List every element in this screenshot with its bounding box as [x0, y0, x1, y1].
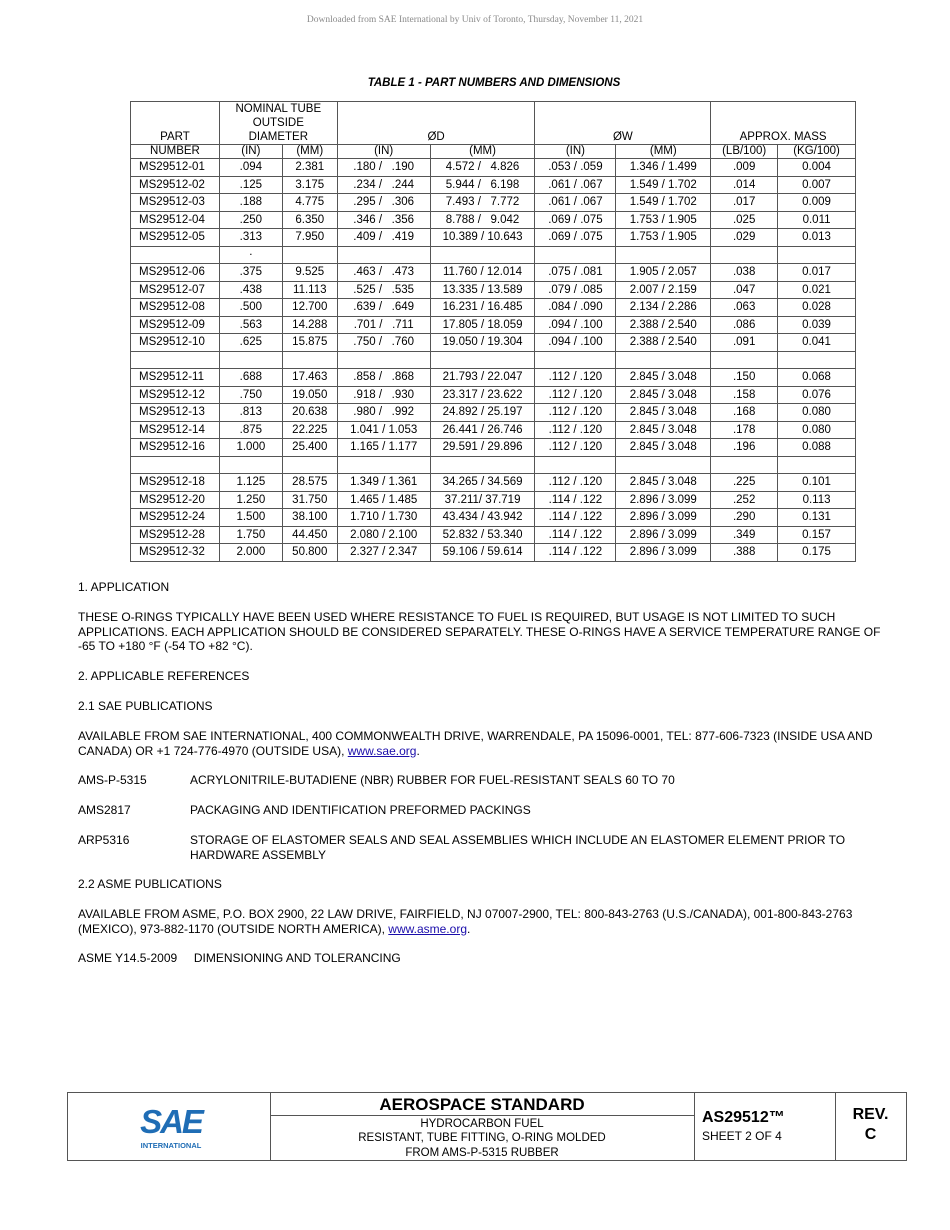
- table-cell: .112 / .120: [535, 404, 616, 422]
- table-cell: .150: [711, 369, 778, 387]
- header-tube-in: (IN): [219, 145, 282, 159]
- part-number-cell: MS29512-28: [131, 526, 220, 544]
- table-cell: 2.896 / 3.099: [616, 526, 711, 544]
- table-cell: .750: [219, 386, 282, 404]
- table-row: [131, 439, 856, 457]
- table-cell: 0.041: [778, 334, 856, 352]
- table-row: [131, 404, 856, 422]
- table-row: [131, 229, 856, 247]
- table-cell: 2.845 / 3.048: [616, 386, 711, 404]
- table-cell: 0.080: [778, 404, 856, 422]
- table-cell: [778, 351, 856, 369]
- table-cell: .091: [711, 334, 778, 352]
- table-cell: 2.896 / 3.099: [616, 509, 711, 527]
- document-number: AS29512™: [702, 1109, 785, 1126]
- table-cell: [282, 456, 337, 474]
- table-cell: 0.013: [778, 229, 856, 247]
- doc-title-line-2: RESISTANT, TUBE FITTING, O-RING MOLDED: [358, 1132, 606, 1145]
- table-cell: .038: [711, 264, 778, 282]
- title-block-doc-cell: [694, 1093, 836, 1160]
- header-od: ØD: [337, 102, 535, 145]
- table-cell: 8.788 / 9.042: [430, 211, 535, 229]
- table-cell: .196: [711, 439, 778, 457]
- table-cell: .180 / .190: [337, 159, 430, 177]
- table-cell: 2.080 / 2.100: [337, 526, 430, 544]
- part-number-cell: MS29512-14: [131, 421, 220, 439]
- table-cell: 1.710 / 1.730: [337, 509, 430, 527]
- ref-ams-p-5315: AMS-P-5315 ACRYLONITRILE-BUTADIENE (NBR) RUBBER FOR FUEL-RESISTANT SEALS 60 TO 70: [78, 773, 675, 787]
- table-row: [131, 211, 856, 229]
- table-cell: 1.753 / 1.905: [616, 211, 711, 229]
- table-spacer-row: [131, 246, 856, 264]
- title-block-logo-cell: [68, 1093, 271, 1160]
- table-cell: 2.896 / 3.099: [616, 491, 711, 509]
- part-numbers-table: [130, 101, 856, 562]
- table-cell: .252: [711, 491, 778, 509]
- download-watermark: Downloaded from SAE International by Univ of Toronto, Thursday, November 11, 2021: [306, 15, 644, 25]
- table-cell: 1.165 / 1.177: [337, 439, 430, 457]
- table-cell: 0.021: [778, 281, 856, 299]
- table-cell: [219, 351, 282, 369]
- doc-title-line-1: HYDROCARBON FUEL: [420, 1118, 544, 1130]
- table-cell: .112 / .120: [535, 421, 616, 439]
- table-cell: 1.125: [219, 474, 282, 492]
- table-cell: 0.068: [778, 369, 856, 387]
- table-cell: 12.700: [282, 299, 337, 317]
- table-row: [131, 316, 856, 334]
- table-cell: 59.106 / 59.614: [430, 544, 535, 562]
- table-cell: .114 / .122: [535, 526, 616, 544]
- part-number-cell: MS29512-12: [131, 386, 220, 404]
- table-cell: 2.327 / 2.347: [337, 544, 430, 562]
- section-2-2-heading: 2.2 ASME PUBLICATIONS: [78, 877, 222, 891]
- table-cell: 38.100: [282, 509, 337, 527]
- table-cell: .075 / .081: [535, 264, 616, 282]
- table-cell: [282, 351, 337, 369]
- table-cell: .061 / .067: [535, 194, 616, 212]
- table-cell: .053 / .059: [535, 159, 616, 177]
- table-cell: [337, 456, 430, 474]
- table-cell: 14.288: [282, 316, 337, 334]
- header-od-in: (IN): [337, 145, 430, 159]
- table-cell: .086: [711, 316, 778, 334]
- table-cell: .029: [711, 229, 778, 247]
- table-cell: [219, 456, 282, 474]
- table-cell: 1.349 / 1.361: [337, 474, 430, 492]
- table-cell: .438: [219, 281, 282, 299]
- table-cell: 1.346 / 1.499: [616, 159, 711, 177]
- header-ow: ØW: [535, 102, 711, 145]
- table-cell: 2.388 / 2.540: [616, 316, 711, 334]
- table-cell: .069 / .075: [535, 211, 616, 229]
- table-row: [131, 544, 856, 562]
- title-block-revision: [835, 1093, 906, 1160]
- table-cell: .688: [219, 369, 282, 387]
- table-cell: 0.131: [778, 509, 856, 527]
- table-row: [131, 509, 856, 527]
- table-cell: 1.041 / 1.053: [337, 421, 430, 439]
- header-ow-in: (IN): [535, 145, 616, 159]
- table-cell: 2.845 / 3.048: [616, 369, 711, 387]
- table-cell: 0.028: [778, 299, 856, 317]
- table-cell: 26.441 / 26.746: [430, 421, 535, 439]
- table-subheader-row: [131, 145, 856, 159]
- table-cell: .858 / .868: [337, 369, 430, 387]
- section-2-1-heading: 2.1 SAE PUBLICATIONS: [78, 699, 213, 713]
- table-cell: 2.388 / 2.540: [616, 334, 711, 352]
- table-cell: .525 / .535: [337, 281, 430, 299]
- table-cell: 2.134 / 2.286: [616, 299, 711, 317]
- table-header-row: [131, 102, 856, 145]
- table-cell: [282, 246, 337, 264]
- table-cell: [131, 351, 220, 369]
- table-cell: .290: [711, 509, 778, 527]
- table-cell: .639 / .649: [337, 299, 430, 317]
- part-number-cell: MS29512-07: [131, 281, 220, 299]
- part-number-cell: MS29512-32: [131, 544, 220, 562]
- table-cell: 34.265 / 34.569: [430, 474, 535, 492]
- table-cell: .349: [711, 526, 778, 544]
- table-cell: [430, 246, 535, 264]
- table-cell: 1.549 / 1.702: [616, 194, 711, 212]
- table-cell: 44.450: [282, 526, 337, 544]
- table-cell: [711, 456, 778, 474]
- table-cell: .061 / .067: [535, 176, 616, 194]
- table-cell: 1.753 / 1.905: [616, 229, 711, 247]
- table-cell: 0.011: [778, 211, 856, 229]
- table-cell: .047: [711, 281, 778, 299]
- table-row: [131, 386, 856, 404]
- table-row: [131, 474, 856, 492]
- table-cell: .114 / .122: [535, 509, 616, 527]
- header-mass-lb: (LB/100): [711, 145, 778, 159]
- part-number-cell: MS29512-18: [131, 474, 220, 492]
- table-cell: .178: [711, 421, 778, 439]
- table-cell: [616, 456, 711, 474]
- ref-arp5316: ARP5316 STORAGE OF ELASTOMER SEALS AND SEAL ASSEMBLIES WHICH INCLUDE AN ELASTOMER ELEMENT PRIOR TO HARDWARE ASSEMBLY: [78, 833, 846, 862]
- part-number-cell: MS29512-05: [131, 229, 220, 247]
- table-cell: [535, 456, 616, 474]
- table-cell: 7.950: [282, 229, 337, 247]
- table-cell: 19.050: [282, 386, 337, 404]
- sheet-number: SHEET 2 OF 4: [702, 1129, 782, 1143]
- part-number-cell: MS29512-08: [131, 299, 220, 317]
- part-number-cell: MS29512-09: [131, 316, 220, 334]
- table-cell: 0.007: [778, 176, 856, 194]
- table-cell: 4.572 / 4.826: [430, 159, 535, 177]
- table-cell: 0.076: [778, 386, 856, 404]
- table-cell: 2.000: [219, 544, 282, 562]
- svg-text:INTERNATIONAL: INTERNATIONAL: [140, 1141, 202, 1150]
- header-mass: APPROX. MASS: [711, 102, 856, 145]
- table-cell: 2.896 / 3.099: [616, 544, 711, 562]
- table-cell: 2.845 / 3.048: [616, 474, 711, 492]
- table-cell: 1.549 / 1.702: [616, 176, 711, 194]
- title-block-description: [270, 1093, 695, 1160]
- table-cell: [711, 246, 778, 264]
- table-cell: .225: [711, 474, 778, 492]
- table-cell: [337, 246, 430, 264]
- table-row: [131, 281, 856, 299]
- table-cell: .250: [219, 211, 282, 229]
- title-block: [67, 1092, 907, 1161]
- table-cell: .563: [219, 316, 282, 334]
- table-cell: .112 / .120: [535, 386, 616, 404]
- table-cell: 0.157: [778, 526, 856, 544]
- header-od-mm: (MM): [430, 145, 535, 159]
- sae-link[interactable]: www.sae.org: [347, 743, 417, 758]
- table-cell: 0.009: [778, 194, 856, 212]
- part-number-cell: MS29512-03: [131, 194, 220, 212]
- standard-heading: AEROSPACE STANDARD: [270, 1093, 694, 1116]
- table-cell: .014: [711, 176, 778, 194]
- table-cell: [711, 351, 778, 369]
- table-cell: .409 / .419: [337, 229, 430, 247]
- header-part: PART: [131, 102, 220, 145]
- table-row: [131, 369, 856, 387]
- table-cell: 37.211/ 37.719: [430, 491, 535, 509]
- table-cell: 0.175: [778, 544, 856, 562]
- table-cell: .114 / .122: [535, 491, 616, 509]
- table-cell: .813: [219, 404, 282, 422]
- table-cell: .168: [711, 404, 778, 422]
- table-cell: 21.793 / 22.047: [430, 369, 535, 387]
- table-cell: [616, 351, 711, 369]
- ref-ams2817: AMS2817 PACKAGING AND IDENTIFICATION PREFORMED PACKINGS: [78, 803, 531, 817]
- table-cell: 9.525: [282, 264, 337, 282]
- table-cell: .112 / .120: [535, 474, 616, 492]
- table-cell: 28.575: [282, 474, 337, 492]
- table-cell: 43.434 / 43.942: [430, 509, 535, 527]
- table-cell: .158: [711, 386, 778, 404]
- table-cell: .701 / .711: [337, 316, 430, 334]
- table-cell: 0.088: [778, 439, 856, 457]
- header-number: NUMBER: [131, 145, 220, 159]
- table-cell: .346 / .356: [337, 211, 430, 229]
- table-cell: .463 / .473: [337, 264, 430, 282]
- header-mass-kg: (KG/100): [778, 145, 856, 159]
- revision-value: C: [864, 1126, 877, 1143]
- table-cell: 22.225: [282, 421, 337, 439]
- header-tube-mm: (MM): [282, 145, 337, 159]
- doc-title-line-3: FROM AMS-P-5315 RUBBER: [405, 1146, 559, 1159]
- table-cell: 15.875: [282, 334, 337, 352]
- header-ow-mm: (MM): [616, 145, 711, 159]
- table-cell: .313: [219, 229, 282, 247]
- table-cell: [535, 351, 616, 369]
- table-cell: 0.039: [778, 316, 856, 334]
- part-number-cell: MS29512-24: [131, 509, 220, 527]
- table-cell: 1.750: [219, 526, 282, 544]
- table-cell: [778, 456, 856, 474]
- table-title: TABLE 1 - PART NUMBERS AND DIMENSIONS: [367, 77, 621, 89]
- part-number-cell: MS29512-10: [131, 334, 220, 352]
- table-cell: .112 / .120: [535, 439, 616, 457]
- table-cell: [535, 246, 616, 264]
- table-cell: .295 / .306: [337, 194, 430, 212]
- table-cell: 17.463: [282, 369, 337, 387]
- table-row: [131, 176, 856, 194]
- table-cell: 2.381: [282, 159, 337, 177]
- table-cell: .094: [219, 159, 282, 177]
- table-cell: .069 / .075: [535, 229, 616, 247]
- table-cell: 0.101: [778, 474, 856, 492]
- table-cell: [131, 456, 220, 474]
- table-cell: 2.007 / 2.159: [616, 281, 711, 299]
- table-spacer-row: [131, 351, 856, 369]
- ref-asme-y14-5: ASME Y14.5-2009 DIMENSIONING AND TOLERANCING: [78, 951, 401, 965]
- table-cell: 25.400: [282, 439, 337, 457]
- table-cell: 24.892 / 25.197: [430, 404, 535, 422]
- table-cell: .017: [711, 194, 778, 212]
- table-cell: [430, 351, 535, 369]
- table-cell: .234 / .244: [337, 176, 430, 194]
- table-cell: .084 / .090: [535, 299, 616, 317]
- asme-link[interactable]: www.asme.org: [388, 921, 467, 936]
- table-cell: 11.760 / 12.014: [430, 264, 535, 282]
- table-cell: 50.800: [282, 544, 337, 562]
- part-number-cell: MS29512-06: [131, 264, 220, 282]
- table-cell: 1.500: [219, 509, 282, 527]
- part-number-cell: MS29512-04: [131, 211, 220, 229]
- table-cell: [778, 246, 856, 264]
- table-cell: 10.389 / 10.643: [430, 229, 535, 247]
- asme-availability: AVAILABLE FROM ASME, P.O. BOX 2900, 22 LAW DRIVE, FAIRFIELD, NJ 07007-2900, TEL: 800-843-2763 (U.S./CANADA), 001-800-843-2763 (MEXICO), 973-882-1170 (OUTSIDE NORTH AMERICA), www.asme.org.: [78, 907, 853, 936]
- table-row: [131, 299, 856, 317]
- table-cell: 5.944 / 6.198: [430, 176, 535, 194]
- table-cell: .125: [219, 176, 282, 194]
- part-number-cell: MS29512-16: [131, 439, 220, 457]
- part-number-cell: MS29512-11: [131, 369, 220, 387]
- application-paragraph: THESE O-RINGS TYPICALLY HAVE BEEN USED WHERE RESISTANCE TO FUEL IS REQUIRED, BUT USAGE IS NOT LIMITED TO SUCH APPLICATIONS. EACH APPLICATION SHOULD BE CONSIDERED SEPARATELY. THESE O-RINGS HAVE A SERVICE TEMPERATURE RANGE OF -65 TO +180 °F (-54 TO +82 °C).: [78, 610, 881, 653]
- table-cell: .750 / .760: [337, 334, 430, 352]
- table-cell: 1.250: [219, 491, 282, 509]
- table-row: [131, 491, 856, 509]
- table-cell: 19.050 / 19.304: [430, 334, 535, 352]
- table-row: [131, 194, 856, 212]
- part-number-cell: MS29512-01: [131, 159, 220, 177]
- table-cell: [337, 351, 430, 369]
- table-cell: 0.017: [778, 264, 856, 282]
- table-row: [131, 526, 856, 544]
- table-cell: .025: [711, 211, 778, 229]
- table-cell: .: [219, 246, 282, 264]
- table-cell: 31.750: [282, 491, 337, 509]
- table-cell: 4.775: [282, 194, 337, 212]
- table-cell: .980 / .992: [337, 404, 430, 422]
- table-cell: .079 / .085: [535, 281, 616, 299]
- table-cell: 6.350: [282, 211, 337, 229]
- table-cell: .112 / .120: [535, 369, 616, 387]
- table-cell: 2.845 / 3.048: [616, 421, 711, 439]
- revision-label: REV.: [852, 1106, 889, 1123]
- table-cell: .875: [219, 421, 282, 439]
- table-spacer-row: [131, 456, 856, 474]
- table-row: [131, 421, 856, 439]
- table-cell: 0.113: [778, 491, 856, 509]
- table-cell: 7.493 / 7.772: [430, 194, 535, 212]
- table-cell: 23.317 / 23.622: [430, 386, 535, 404]
- table-row: [131, 264, 856, 282]
- sae-availability: AVAILABLE FROM SAE INTERNATIONAL, 400 COMMONWEALTH DRIVE, WARRENDALE, PA 15096-0001, TEL: 877-606-7323 (INSIDE USA AND CANADA) OR +1 724-776-4970 (OUTSIDE USA), www.sae.org.: [78, 729, 873, 758]
- svg-text:SAE: SAE: [140, 1103, 202, 1140]
- table-cell: 2.845 / 3.048: [616, 439, 711, 457]
- section-2-heading: 2. APPLICABLE REFERENCES: [78, 669, 250, 683]
- table-cell: 16.231 / 16.485: [430, 299, 535, 317]
- table-cell: .114 / .122: [535, 544, 616, 562]
- table-cell: .094 / .100: [535, 334, 616, 352]
- table-row: [131, 334, 856, 352]
- table-cell: 3.175: [282, 176, 337, 194]
- table-cell: [131, 246, 220, 264]
- table-cell: 11.113: [282, 281, 337, 299]
- table-cell: 2.845 / 3.048: [616, 404, 711, 422]
- table-row: [131, 159, 856, 177]
- table-cell: 0.080: [778, 421, 856, 439]
- table-cell: .375: [219, 264, 282, 282]
- table-cell: 20.638: [282, 404, 337, 422]
- part-number-cell: MS29512-20: [131, 491, 220, 509]
- table-cell: 0.004: [778, 159, 856, 177]
- table-cell: 1.000: [219, 439, 282, 457]
- table-cell: 29.591 / 29.896: [430, 439, 535, 457]
- table-cell: 1.465 / 1.485: [337, 491, 430, 509]
- table-cell: .188: [219, 194, 282, 212]
- sae-logo-icon: [136, 1103, 206, 1151]
- table-cell: [616, 246, 711, 264]
- table-cell: .063: [711, 299, 778, 317]
- table-cell: 52.832 / 53.340: [430, 526, 535, 544]
- table-cell: [430, 456, 535, 474]
- section-1-heading: 1. APPLICATION: [78, 580, 170, 594]
- table-cell: .918 / .930: [337, 386, 430, 404]
- table-cell: .009: [711, 159, 778, 177]
- table-cell: 1.905 / 2.057: [616, 264, 711, 282]
- header-tube-od: NOMINAL TUBE OUTSIDE DIAMETER: [219, 102, 337, 145]
- part-number-cell: MS29512-13: [131, 404, 220, 422]
- table-body: [131, 159, 856, 562]
- table-cell: 17.805 / 18.059: [430, 316, 535, 334]
- table-cell: .500: [219, 299, 282, 317]
- part-number-cell: MS29512-02: [131, 176, 220, 194]
- table-cell: 13.335 / 13.589: [430, 281, 535, 299]
- table-cell: .094 / .100: [535, 316, 616, 334]
- table-cell: .625: [219, 334, 282, 352]
- table-cell: .388: [711, 544, 778, 562]
